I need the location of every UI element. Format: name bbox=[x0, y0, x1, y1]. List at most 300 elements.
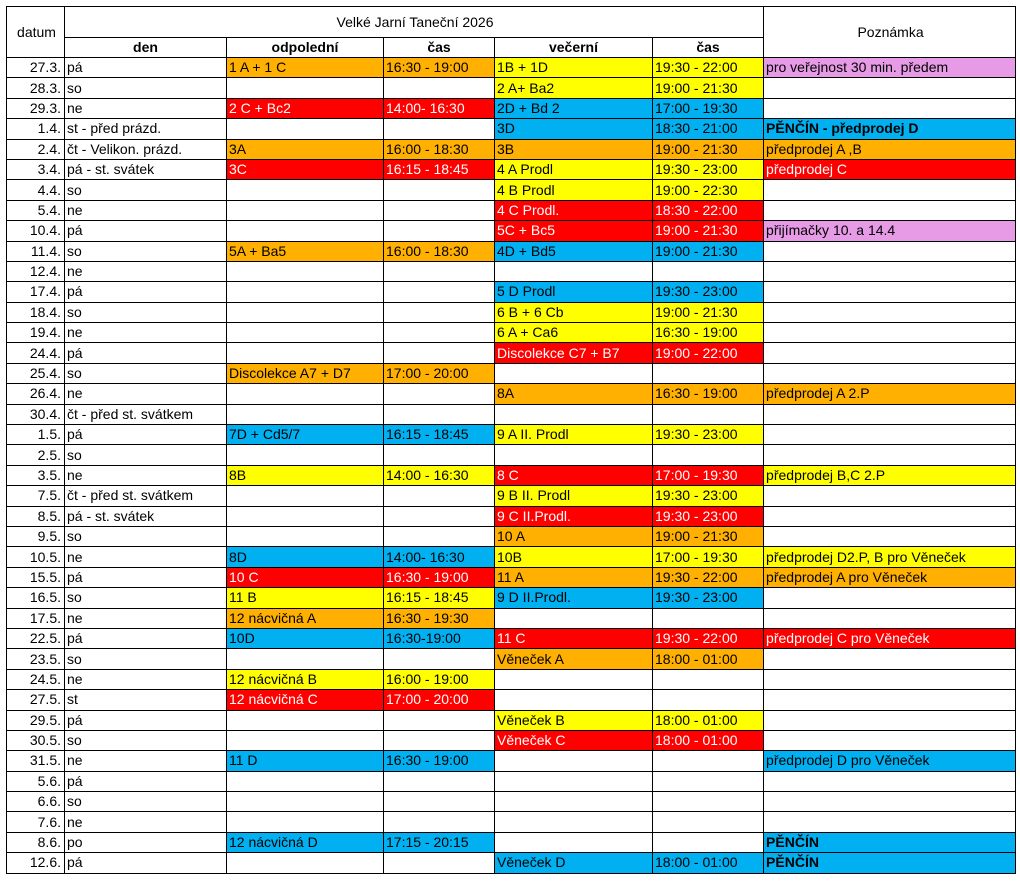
afternoon-class-cell: 10 C bbox=[227, 567, 384, 587]
table-row bbox=[7, 771, 1016, 791]
afternoon-time-cell bbox=[384, 526, 495, 546]
evening-class-cell: 1B + 1D bbox=[495, 58, 653, 78]
date-cell: 31.5. bbox=[7, 751, 65, 771]
date-cell: 29.5. bbox=[7, 710, 65, 730]
evening-class-cell bbox=[495, 445, 653, 465]
evening-class-cell: 9 B II. Prodl bbox=[495, 486, 653, 506]
table-row bbox=[7, 588, 1016, 608]
date-cell: 10.5. bbox=[7, 547, 65, 567]
afternoon-time-cell: 14:00- 16:30 bbox=[384, 98, 495, 118]
day-cell: pá - st. svátek bbox=[65, 159, 227, 179]
note-cell bbox=[764, 363, 1016, 383]
note-cell bbox=[764, 302, 1016, 322]
evening-time-cell: 18:00 - 01:00 bbox=[653, 710, 764, 730]
afternoon-time-cell: 14:00 - 16:30 bbox=[384, 465, 495, 485]
afternoon-class-cell: 3A bbox=[227, 139, 384, 159]
evening-class-cell: 6 B + 6 Cb bbox=[495, 302, 653, 322]
evening-time-cell: 19:30 - 23:00 bbox=[653, 486, 764, 506]
afternoon-time-cell bbox=[384, 730, 495, 750]
date-cell: 17.5. bbox=[7, 608, 65, 628]
evening-time-cell: 18:30 - 21:00 bbox=[653, 119, 764, 139]
date-cell: 26.4. bbox=[7, 384, 65, 404]
day-cell: so bbox=[65, 241, 227, 261]
evening-time-cell bbox=[653, 792, 764, 812]
day-cell: ne bbox=[65, 751, 227, 771]
evening-time-cell: 17:00 - 19:30 bbox=[653, 547, 764, 567]
note-cell bbox=[764, 771, 1016, 791]
table-row bbox=[7, 567, 1016, 587]
afternoon-class-cell bbox=[227, 792, 384, 812]
day-cell: so bbox=[65, 302, 227, 322]
evening-class-cell: 8 C bbox=[495, 465, 653, 485]
day-cell: ne bbox=[65, 384, 227, 404]
date-cell: 4.4. bbox=[7, 180, 65, 200]
note-cell: předprodej D pro Věneček bbox=[764, 751, 1016, 771]
day-cell: čt - před st. svátkem bbox=[65, 486, 227, 506]
date-cell: 9.5. bbox=[7, 526, 65, 546]
evening-time-cell: 19:00 - 21:30 bbox=[653, 221, 764, 241]
evening-time-cell: 16:30 - 19:00 bbox=[653, 323, 764, 343]
day-cell: ne bbox=[65, 323, 227, 343]
evening-class-cell: 3B bbox=[495, 139, 653, 159]
table-row bbox=[7, 159, 1016, 179]
table-row bbox=[7, 343, 1016, 363]
afternoon-time-cell: 16:30-19:00 bbox=[384, 628, 495, 648]
note-cell: předprodej D2.P, B pro Věneček bbox=[764, 547, 1016, 567]
evening-time-cell: 19:30 - 22:00 bbox=[653, 567, 764, 587]
schedule-rows bbox=[7, 58, 1016, 874]
afternoon-class-cell bbox=[227, 200, 384, 220]
afternoon-class-cell: 2 C + Bc2 bbox=[227, 98, 384, 118]
table-row bbox=[7, 832, 1016, 852]
afternoon-time-cell bbox=[384, 323, 495, 343]
note-cell bbox=[764, 690, 1016, 710]
evening-time-cell: 19:00 - 21:30 bbox=[653, 139, 764, 159]
afternoon-time-cell bbox=[384, 506, 495, 526]
afternoon-time-cell: 16:00 - 19:00 bbox=[384, 669, 495, 689]
day-cell: pá - st. svátek bbox=[65, 506, 227, 526]
date-cell: 27.3. bbox=[7, 58, 65, 78]
afternoon-class-cell bbox=[227, 486, 384, 506]
table-row bbox=[7, 812, 1016, 832]
afternoon-time-cell bbox=[384, 302, 495, 322]
afternoon-time-cell: 17:00 - 20:00 bbox=[384, 363, 495, 383]
evening-time-cell: 19:30 - 22:00 bbox=[653, 628, 764, 648]
day-cell: ne bbox=[65, 200, 227, 220]
note-cell bbox=[764, 486, 1016, 506]
evening-time-cell bbox=[653, 832, 764, 852]
table-row bbox=[7, 139, 1016, 159]
afternoon-class-cell: 5A + Ba5 bbox=[227, 241, 384, 261]
evening-class-cell: 3D bbox=[495, 119, 653, 139]
note-cell: pro veřejnost 30 min. předem bbox=[764, 58, 1016, 78]
table-row bbox=[7, 425, 1016, 445]
date-cell: 2.4. bbox=[7, 139, 65, 159]
table-row bbox=[7, 526, 1016, 546]
evening-class-cell bbox=[495, 792, 653, 812]
day-cell: pá bbox=[65, 425, 227, 445]
evening-class-cell: 9 C II.Prodl. bbox=[495, 506, 653, 526]
table-row bbox=[7, 730, 1016, 750]
table-row bbox=[7, 628, 1016, 648]
afternoon-time-cell: 16:30 - 19:30 bbox=[384, 608, 495, 628]
note-cell bbox=[764, 608, 1016, 628]
table-row bbox=[7, 323, 1016, 343]
table-row bbox=[7, 710, 1016, 730]
note-cell bbox=[764, 241, 1016, 261]
afternoon-class-cell bbox=[227, 221, 384, 241]
note-cell: PĚNČÍN bbox=[764, 832, 1016, 852]
afternoon-class-cell bbox=[227, 282, 384, 302]
afternoon-time-cell bbox=[384, 812, 495, 832]
note-cell: PĚNČÍN - předprodej D bbox=[764, 119, 1016, 139]
note-cell bbox=[764, 812, 1016, 832]
day-cell: pá bbox=[65, 771, 227, 791]
note-cell: předprodej B,C 2.P bbox=[764, 465, 1016, 485]
evening-time-cell: 16:30 - 19:00 bbox=[653, 384, 764, 404]
evening-time-cell: 19:00 - 22:30 bbox=[653, 180, 764, 200]
date-cell: 6.6. bbox=[7, 792, 65, 812]
afternoon-class-cell bbox=[227, 261, 384, 281]
note-cell bbox=[764, 261, 1016, 281]
note-cell bbox=[764, 200, 1016, 220]
afternoon-class-cell bbox=[227, 853, 384, 873]
afternoon-class-cell bbox=[227, 771, 384, 791]
afternoon-time-cell: 14:00- 16:30 bbox=[384, 547, 495, 567]
date-cell: 25.4. bbox=[7, 363, 65, 383]
afternoon-class-cell bbox=[227, 302, 384, 322]
table-row bbox=[7, 58, 1016, 78]
evening-class-cell: 6 A + Ca6 bbox=[495, 323, 653, 343]
table-row bbox=[7, 649, 1016, 669]
evening-class-cell bbox=[495, 751, 653, 771]
day-cell: pá bbox=[65, 221, 227, 241]
page-title: Velké Jarní Taneční 2026 bbox=[65, 7, 764, 38]
evening-time-cell bbox=[653, 690, 764, 710]
evening-time-cell: 17:00 - 19:30 bbox=[653, 465, 764, 485]
day-cell: čt - před st. svátkem bbox=[65, 404, 227, 424]
date-cell: 30.5. bbox=[7, 730, 65, 750]
evening-class-cell: 9 A II. Prodl bbox=[495, 425, 653, 445]
table-row bbox=[7, 792, 1016, 812]
evening-time-cell bbox=[653, 771, 764, 791]
afternoon-time-cell bbox=[384, 261, 495, 281]
afternoon-class-cell: 7D + Cd5/7 bbox=[227, 425, 384, 445]
evening-time-cell: 18:00 - 01:00 bbox=[653, 649, 764, 669]
table-row bbox=[7, 98, 1016, 118]
evening-time-cell bbox=[653, 404, 764, 424]
evening-time-cell: 18:30 - 22:00 bbox=[653, 200, 764, 220]
note-cell bbox=[764, 180, 1016, 200]
note-cell bbox=[764, 323, 1016, 343]
table-row bbox=[7, 486, 1016, 506]
afternoon-class-cell bbox=[227, 526, 384, 546]
day-cell: ne bbox=[65, 812, 227, 832]
date-cell: 24.5. bbox=[7, 669, 65, 689]
note-cell bbox=[764, 730, 1016, 750]
evening-class-cell: Discolekce C7 + B7 bbox=[495, 343, 653, 363]
afternoon-class-cell bbox=[227, 710, 384, 730]
date-cell: 10.4. bbox=[7, 221, 65, 241]
evening-time-cell bbox=[653, 608, 764, 628]
note-cell: předprodej A pro Věneček bbox=[764, 567, 1016, 587]
day-cell: pá bbox=[65, 710, 227, 730]
table-row bbox=[7, 690, 1016, 710]
date-cell: 28.3. bbox=[7, 78, 65, 98]
table-row bbox=[7, 506, 1016, 526]
afternoon-class-cell: Discolekce A7 + D7 bbox=[227, 363, 384, 383]
evening-class-cell: Věneček D bbox=[495, 853, 653, 873]
evening-time-cell: 18:00 - 01:00 bbox=[653, 853, 764, 873]
afternoon-time-cell bbox=[384, 710, 495, 730]
evening-class-cell: Věneček B bbox=[495, 710, 653, 730]
afternoon-class-cell bbox=[227, 323, 384, 343]
afternoon-class-cell: 3C bbox=[227, 159, 384, 179]
date-cell: 8.5. bbox=[7, 506, 65, 526]
header-datum: datum bbox=[7, 7, 65, 58]
afternoon-time-cell bbox=[384, 792, 495, 812]
date-cell: 12.6. bbox=[7, 853, 65, 873]
evening-class-cell: 5C + Bc5 bbox=[495, 221, 653, 241]
note-cell: předprodej A 2.P bbox=[764, 384, 1016, 404]
evening-time-cell: 19:00 - 21:30 bbox=[653, 78, 764, 98]
evening-time-cell bbox=[653, 445, 764, 465]
date-cell: 22.5. bbox=[7, 628, 65, 648]
day-cell: ne bbox=[65, 261, 227, 281]
table-row bbox=[7, 302, 1016, 322]
afternoon-class-cell bbox=[227, 343, 384, 363]
day-cell: so bbox=[65, 445, 227, 465]
afternoon-time-cell bbox=[384, 649, 495, 669]
table-row bbox=[7, 751, 1016, 771]
table-row bbox=[7, 200, 1016, 220]
evening-time-cell: 19:00 - 21:30 bbox=[653, 526, 764, 546]
afternoon-time-cell: 16:30 - 19:00 bbox=[384, 567, 495, 587]
afternoon-time-cell bbox=[384, 119, 495, 139]
afternoon-time-cell bbox=[384, 221, 495, 241]
header-cas-vecer: čas bbox=[653, 38, 764, 58]
afternoon-time-cell: 16:15 - 18:45 bbox=[384, 425, 495, 445]
afternoon-class-cell: 1 A + 1 C bbox=[227, 58, 384, 78]
evening-time-cell: 19:00 - 21:30 bbox=[653, 302, 764, 322]
evening-class-cell: 4D + Bd5 bbox=[495, 241, 653, 261]
afternoon-class-cell: 12 nácvičná C bbox=[227, 690, 384, 710]
table-row bbox=[7, 669, 1016, 689]
day-cell: st - před prázd. bbox=[65, 119, 227, 139]
note-cell: předprodej A ,B bbox=[764, 139, 1016, 159]
date-cell: 12.4. bbox=[7, 261, 65, 281]
table-row bbox=[7, 363, 1016, 383]
date-cell: 2.5. bbox=[7, 445, 65, 465]
day-cell: ne bbox=[65, 547, 227, 567]
table-row bbox=[7, 221, 1016, 241]
date-cell: 24.4. bbox=[7, 343, 65, 363]
note-cell bbox=[764, 649, 1016, 669]
afternoon-class-cell: 12 nácvičná D bbox=[227, 832, 384, 852]
evening-class-cell bbox=[495, 669, 653, 689]
header-note: Poznámka bbox=[764, 7, 1016, 58]
evening-time-cell bbox=[653, 261, 764, 281]
note-cell bbox=[764, 78, 1016, 98]
date-cell: 5.4. bbox=[7, 200, 65, 220]
header-den: den bbox=[65, 38, 227, 58]
header-odpoledni: odpolední bbox=[227, 38, 384, 58]
day-cell: so bbox=[65, 180, 227, 200]
evening-class-cell: 4 C Prodl. bbox=[495, 200, 653, 220]
day-cell: so bbox=[65, 649, 227, 669]
date-cell: 29.3. bbox=[7, 98, 65, 118]
afternoon-class-cell: 10D bbox=[227, 628, 384, 648]
evening-class-cell: 10B bbox=[495, 547, 653, 567]
date-cell: 23.5. bbox=[7, 649, 65, 669]
day-cell: po bbox=[65, 832, 227, 852]
date-cell: 19.4. bbox=[7, 323, 65, 343]
date-cell: 3.5. bbox=[7, 465, 65, 485]
evening-time-cell: 19:30 - 23:00 bbox=[653, 282, 764, 302]
evening-class-cell: 8A bbox=[495, 384, 653, 404]
note-cell bbox=[764, 404, 1016, 424]
table-row bbox=[7, 78, 1016, 98]
afternoon-time-cell bbox=[384, 853, 495, 873]
date-cell: 15.5. bbox=[7, 567, 65, 587]
note-cell bbox=[764, 506, 1016, 526]
day-cell: ne bbox=[65, 465, 227, 485]
schedule-table bbox=[6, 6, 1016, 874]
evening-class-cell: 11 C bbox=[495, 628, 653, 648]
day-cell: so bbox=[65, 526, 227, 546]
table-row bbox=[7, 853, 1016, 873]
afternoon-class-cell bbox=[227, 730, 384, 750]
evening-time-cell bbox=[653, 812, 764, 832]
table-row bbox=[7, 465, 1016, 485]
evening-time-cell bbox=[653, 669, 764, 689]
note-cell bbox=[764, 710, 1016, 730]
evening-class-cell bbox=[495, 771, 653, 791]
date-cell: 16.5. bbox=[7, 588, 65, 608]
evening-time-cell: 19:30 - 23:00 bbox=[653, 506, 764, 526]
day-cell: so bbox=[65, 792, 227, 812]
table-row bbox=[7, 282, 1016, 302]
afternoon-class-cell bbox=[227, 119, 384, 139]
evening-class-cell bbox=[495, 404, 653, 424]
evening-class-cell: 4 B Prodl bbox=[495, 180, 653, 200]
afternoon-class-cell bbox=[227, 649, 384, 669]
day-cell: ne bbox=[65, 98, 227, 118]
evening-class-cell: 5 D Prodl bbox=[495, 282, 653, 302]
evening-time-cell bbox=[653, 751, 764, 771]
afternoon-class-cell: 8B bbox=[227, 465, 384, 485]
table-row bbox=[7, 384, 1016, 404]
day-cell: ne bbox=[65, 608, 227, 628]
note-cell: PĚNČÍN bbox=[764, 853, 1016, 873]
evening-class-cell bbox=[495, 363, 653, 383]
afternoon-class-cell bbox=[227, 180, 384, 200]
table-row bbox=[7, 119, 1016, 139]
afternoon-class-cell: 11 D bbox=[227, 751, 384, 771]
afternoon-time-cell: 16:15 - 18:45 bbox=[384, 588, 495, 608]
evening-time-cell: 17:00 - 19:30 bbox=[653, 98, 764, 118]
afternoon-time-cell: 16:15 - 18:45 bbox=[384, 159, 495, 179]
date-cell: 7.6. bbox=[7, 812, 65, 832]
note-cell bbox=[764, 669, 1016, 689]
date-cell: 11.4. bbox=[7, 241, 65, 261]
afternoon-time-cell bbox=[384, 200, 495, 220]
afternoon-class-cell: 8D bbox=[227, 547, 384, 567]
day-cell: pá bbox=[65, 282, 227, 302]
evening-class-cell: 2 A+ Ba2 bbox=[495, 78, 653, 98]
afternoon-time-cell bbox=[384, 78, 495, 98]
evening-class-cell bbox=[495, 832, 653, 852]
table-row bbox=[7, 180, 1016, 200]
evening-class-cell: 9 D II.Prodl. bbox=[495, 588, 653, 608]
note-cell bbox=[764, 588, 1016, 608]
afternoon-time-cell bbox=[384, 343, 495, 363]
afternoon-class-cell bbox=[227, 812, 384, 832]
afternoon-time-cell: 17:00 - 20:00 bbox=[384, 690, 495, 710]
afternoon-time-cell: 16:30 - 19:00 bbox=[384, 751, 495, 771]
day-cell: pá bbox=[65, 853, 227, 873]
afternoon-time-cell: 16:30 - 19:00 bbox=[384, 58, 495, 78]
note-cell bbox=[764, 792, 1016, 812]
note-cell: předprodej C pro Věneček bbox=[764, 628, 1016, 648]
date-cell: 1.5. bbox=[7, 425, 65, 445]
afternoon-time-cell: 16:00 - 18:30 bbox=[384, 139, 495, 159]
header-vecerni: večerní bbox=[495, 38, 653, 58]
evening-time-cell: 19:30 - 23:00 bbox=[653, 425, 764, 445]
afternoon-class-cell: 11 B bbox=[227, 588, 384, 608]
day-cell: ne bbox=[65, 669, 227, 689]
evening-time-cell: 19:00 - 22:00 bbox=[653, 343, 764, 363]
day-cell: st bbox=[65, 690, 227, 710]
afternoon-time-cell bbox=[384, 771, 495, 791]
evening-time-cell bbox=[653, 363, 764, 383]
afternoon-time-cell bbox=[384, 404, 495, 424]
note-cell bbox=[764, 425, 1016, 445]
note-cell bbox=[764, 343, 1016, 363]
date-cell: 8.6. bbox=[7, 832, 65, 852]
evening-class-cell: 2D + Bd 2 bbox=[495, 98, 653, 118]
note-cell: přijímačky 10. a 14.4 bbox=[764, 221, 1016, 241]
day-cell: so bbox=[65, 588, 227, 608]
evening-class-cell: 10 A bbox=[495, 526, 653, 546]
evening-time-cell: 19:00 - 21:30 bbox=[653, 241, 764, 261]
day-cell: pá bbox=[65, 628, 227, 648]
day-cell: pá bbox=[65, 567, 227, 587]
date-cell: 1.4. bbox=[7, 119, 65, 139]
day-cell: so bbox=[65, 730, 227, 750]
afternoon-time-cell bbox=[384, 486, 495, 506]
evening-class-cell bbox=[495, 608, 653, 628]
afternoon-class-cell bbox=[227, 404, 384, 424]
note-cell bbox=[764, 98, 1016, 118]
evening-class-cell: 4 A Prodl bbox=[495, 159, 653, 179]
header-cas-odpoledne: čas bbox=[384, 38, 495, 58]
afternoon-time-cell bbox=[384, 180, 495, 200]
table-row bbox=[7, 547, 1016, 567]
afternoon-class-cell bbox=[227, 384, 384, 404]
date-cell: 5.6. bbox=[7, 771, 65, 791]
date-cell: 27.5. bbox=[7, 690, 65, 710]
date-cell: 3.4. bbox=[7, 159, 65, 179]
day-cell: so bbox=[65, 363, 227, 383]
note-cell bbox=[764, 526, 1016, 546]
afternoon-class-cell bbox=[227, 445, 384, 465]
afternoon-time-cell bbox=[384, 384, 495, 404]
evening-time-cell: 18:00 - 01:00 bbox=[653, 730, 764, 750]
day-cell: so bbox=[65, 78, 227, 98]
evening-class-cell bbox=[495, 812, 653, 832]
date-cell: 7.5. bbox=[7, 486, 65, 506]
